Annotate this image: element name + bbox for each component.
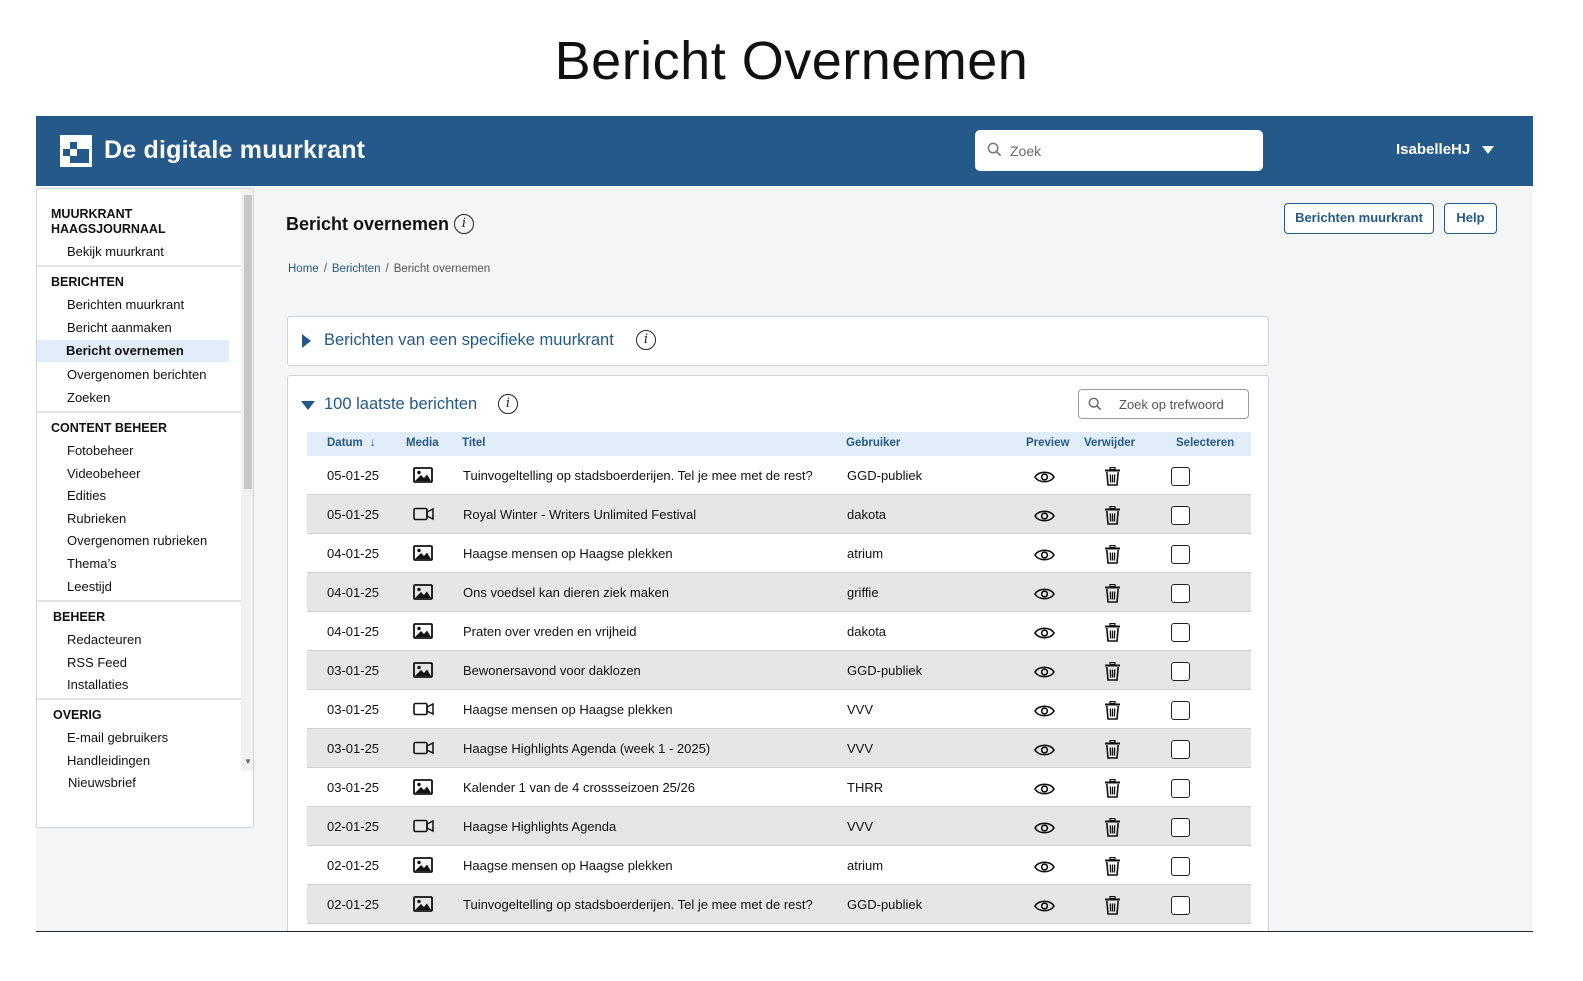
user-menu-name[interactable]: IsabelleHJ [1396,141,1471,158]
info-icon[interactable]: i [454,214,474,234]
select-checkbox[interactable] [1171,701,1190,720]
cell-date: 02-01-25 [327,897,380,912]
table-row[interactable] [307,534,1251,573]
column-header-preview: Preview [1026,437,1070,449]
cell-user: VVV [847,702,874,717]
keyword-search-input[interactable] [1078,389,1249,419]
cell-date: 02-01-25 [327,819,380,834]
image-icon [413,857,433,878]
eye-icon[interactable] [1034,665,1055,684]
eye-icon[interactable] [1034,860,1055,879]
image-icon [413,623,433,644]
image-icon [413,584,433,605]
sidebar-item-handleidingen[interactable]: Handleidingen [67,753,151,768]
trash-icon[interactable] [1104,506,1121,530]
select-checkbox[interactable] [1171,662,1190,681]
sidebar-heading-berichten: BERICHTEN [51,275,124,289]
eye-icon[interactable] [1034,509,1055,528]
cell-user: dakota [847,507,887,522]
cell-date: 04-01-25 [327,624,380,639]
column-header-titel: Titel [462,437,486,449]
cell-user: GGD-publiek [847,897,923,912]
cell-date: 03-01-25 [327,702,380,717]
select-checkbox[interactable] [1171,623,1190,642]
cell-user: VVV [847,741,874,756]
breadcrumb-berichten[interactable]: Berichten [331,263,381,275]
select-checkbox[interactable] [1171,857,1190,876]
sort-arrow-down-icon[interactable]: ↓ [369,437,376,449]
sidebar-item-bekijk-muurkrant[interactable]: Bekijk muurkrant [67,244,164,259]
breadcrumb: Home / Berichten / Bericht overnemen [288,263,491,275]
caret-down-icon[interactable] [301,401,315,410]
cell-date: 04-01-25 [327,546,380,561]
breadcrumb-home[interactable]: Home [288,263,319,275]
select-checkbox[interactable] [1171,584,1190,603]
top-navigation-bar [36,116,1533,186]
sidebar-item-bericht-aanmaken[interactable]: Bericht aanmaken [67,320,172,335]
table-header [307,432,1251,456]
berichten-muurkrant-button[interactable]: Berichten muurkrant [1284,203,1434,234]
page-title: Bericht overnemen [286,214,450,234]
sidebar-scrollbar[interactable] [241,189,253,771]
video-camera-icon [413,507,434,526]
cell-user: dakota [847,624,887,639]
trash-icon[interactable] [1104,740,1121,764]
cell-date: 05-01-25 [327,507,380,522]
sidebar-item-rubrieken[interactable]: Rubrieken [67,511,127,526]
cell-title[interactable]: Haagse mensen op Haagse plekken [463,546,673,561]
sidebar-item-rss-feed[interactable]: RSS Feed [67,655,127,670]
eye-icon[interactable] [1034,626,1055,645]
cell-title[interactable]: Tuinvogeltelling op stadsboerderijen. Tel je mee met de rest? [463,468,813,483]
global-search-input[interactable] [975,130,1263,171]
cell-user: GGD-publiek [847,663,923,678]
select-checkbox[interactable] [1171,740,1190,759]
cell-title[interactable]: Haagse mensen op Haagse plekken [463,858,673,873]
table-row[interactable] [307,885,1251,924]
sidebar-divider [37,265,241,267]
info-icon[interactable]: i [498,394,518,414]
search-icon [1088,397,1102,411]
sidebar-item-installaties[interactable]: Installaties [67,677,129,692]
select-checkbox[interactable] [1171,506,1190,525]
table-row[interactable] [307,651,1251,690]
sidebar-item-overgenomen-berichten[interactable]: Overgenomen berichten [67,367,207,382]
trash-icon[interactable] [1104,662,1121,686]
eye-icon[interactable] [1034,782,1055,801]
cell-user: THRR [847,780,884,795]
cell-title[interactable]: Royal Winter - Writers Unlimited Festival [463,507,697,522]
specific-muurkrant-panel[interactable] [287,316,1269,366]
image-icon [413,545,433,566]
sidebar-item-fotobeheer[interactable]: Fotobeheer [67,443,134,458]
select-checkbox[interactable] [1171,779,1190,798]
panel-title-specific[interactable]: Berichten van een specifieke muurkrant [324,331,614,349]
scrollbar-thumb[interactable] [244,195,252,489]
eye-icon[interactable] [1034,548,1055,567]
cell-title[interactable]: Haagse Highlights Agenda (week 1 - 2025) [463,741,711,756]
cell-date: 05-01-25 [327,468,380,483]
table-row[interactable] [307,690,1251,729]
scroll-down-icon[interactable]: ▼ [244,757,252,766]
column-header-selecteren: Selecteren [1176,437,1235,449]
trash-icon[interactable] [1104,584,1121,608]
cell-user: griffie [847,585,879,600]
select-checkbox[interactable] [1171,818,1190,837]
breadcrumb-current: Bericht overnemen [393,263,491,275]
cell-user: GGD-publiek [847,468,923,483]
app-window [36,116,1533,932]
cell-title[interactable]: Kalender 1 van de 4 crossseizoen 25/26 [463,780,695,795]
sidebar-item-email-gebruikers[interactable]: E-mail gebruikers [67,730,169,745]
cell-date: 04-01-25 [327,585,380,600]
table-row[interactable] [307,612,1251,651]
select-checkbox[interactable] [1171,467,1190,486]
table-body [307,456,1251,924]
sidebar-item-themas[interactable]: Thema’s [67,556,117,571]
cell-title[interactable]: Bewonersavond voor daklozen [463,663,641,678]
sidebar-heading-beheer: BEHEER [53,610,106,624]
page-heading: Bericht Overnemen [554,31,1029,91]
table-row[interactable] [307,495,1251,534]
cell-title[interactable]: Ons voedsel kan dieren ziek maken [463,585,669,600]
cell-title[interactable]: Haagse mensen op Haagse plekken [463,702,673,717]
eye-icon[interactable] [1034,899,1055,918]
trash-icon[interactable] [1104,779,1121,803]
trash-icon[interactable] [1104,701,1121,725]
eye-icon[interactable] [1034,743,1055,762]
sidebar [36,188,254,828]
trash-icon[interactable] [1104,545,1121,569]
sidebar-heading-muurkrant: MUURKRANT HAAGSJOURNAAL [51,207,166,236]
eye-icon[interactable] [1034,704,1055,723]
sidebar-item-edities[interactable]: Edities [67,488,107,503]
eye-icon[interactable] [1034,470,1055,489]
cell-title[interactable]: Haagse Highlights Agenda [463,819,617,834]
cell-user: VVV [847,819,874,834]
brand-name[interactable]: De digitale muurkrant [104,136,366,164]
info-icon[interactable]: i [636,330,656,350]
table-row[interactable] [307,846,1251,885]
image-icon [413,467,433,488]
table-row[interactable] [307,807,1251,846]
eye-icon[interactable] [1034,587,1055,606]
image-icon [413,662,433,683]
cell-user: atrium [847,546,884,561]
cell-user: atrium [847,858,884,873]
cell-date: 03-01-25 [327,741,380,756]
sidebar-divider [37,698,241,700]
image-icon [413,896,433,917]
trash-icon[interactable] [1104,467,1121,491]
cell-date: 02-01-25 [327,858,380,873]
table-row[interactable] [307,573,1251,612]
messages-table [307,432,1251,924]
search-icon [987,142,1002,157]
sidebar-divider [37,411,241,413]
cell-date: 03-01-25 [327,663,380,678]
table-row[interactable] [307,456,1251,495]
column-header-verwijder: Verwijder [1084,437,1136,449]
trash-icon[interactable] [1104,623,1121,647]
chevron-down-icon[interactable] [1482,146,1494,154]
sidebar-item-berichten-muurkrant[interactable]: Berichten muurkrant [67,297,185,312]
trash-icon[interactable] [1104,896,1121,920]
trash-icon[interactable] [1104,818,1121,842]
keyword-search-placeholder: Zoek op trefwoord [1119,397,1224,412]
sidebar-item-videobeheer[interactable]: Videobeheer [67,466,141,481]
sidebar-heading-content-beheer: CONTENT BEHEER [51,421,167,435]
sidebar-item-bericht-overnemen[interactable]: Bericht overnemen [37,340,229,362]
cell-title[interactable]: Praten over vreden en vrijheid [463,624,637,639]
sidebar-item-redacteuren[interactable]: Redacteuren [67,632,142,647]
sidebar-item-nieuwsbrief[interactable]: Nieuwsbrief [68,775,136,790]
help-button[interactable]: Help [1444,203,1497,234]
sidebar-item-overgenomen-rubrieken[interactable]: Overgenomen rubrieken [67,533,208,548]
column-header-media: Media [406,437,439,449]
caret-right-icon[interactable] [302,334,311,348]
panel-title-latest[interactable]: 100 laatste berichten [324,395,478,413]
trash-icon[interactable] [1104,857,1121,881]
search-placeholder: Zoek [1010,143,1042,159]
select-checkbox[interactable] [1171,545,1190,564]
video-camera-icon [413,741,434,760]
sidebar-item-leestijd[interactable]: Leestijd [67,579,112,594]
sidebar-divider [37,600,241,602]
image-icon [413,779,433,800]
cell-date: 03-01-25 [327,780,380,795]
table-row[interactable] [307,729,1251,768]
column-header-gebruiker: Gebruiker [846,437,901,449]
sidebar-item-zoeken[interactable]: Zoeken [67,390,111,405]
video-camera-icon [413,819,434,838]
brand-logo-icon[interactable] [60,135,92,167]
sidebar-heading-overig: OVERIG [53,708,102,722]
column-header-datum[interactable]: Datum ↓ [327,437,376,449]
cell-title[interactable]: Tuinvogeltelling op stadsboerderijen. Tel je mee met de rest? [463,897,813,912]
eye-icon[interactable] [1034,821,1055,840]
video-camera-icon [413,702,434,721]
table-row[interactable] [307,768,1251,807]
select-checkbox[interactable] [1171,896,1190,915]
